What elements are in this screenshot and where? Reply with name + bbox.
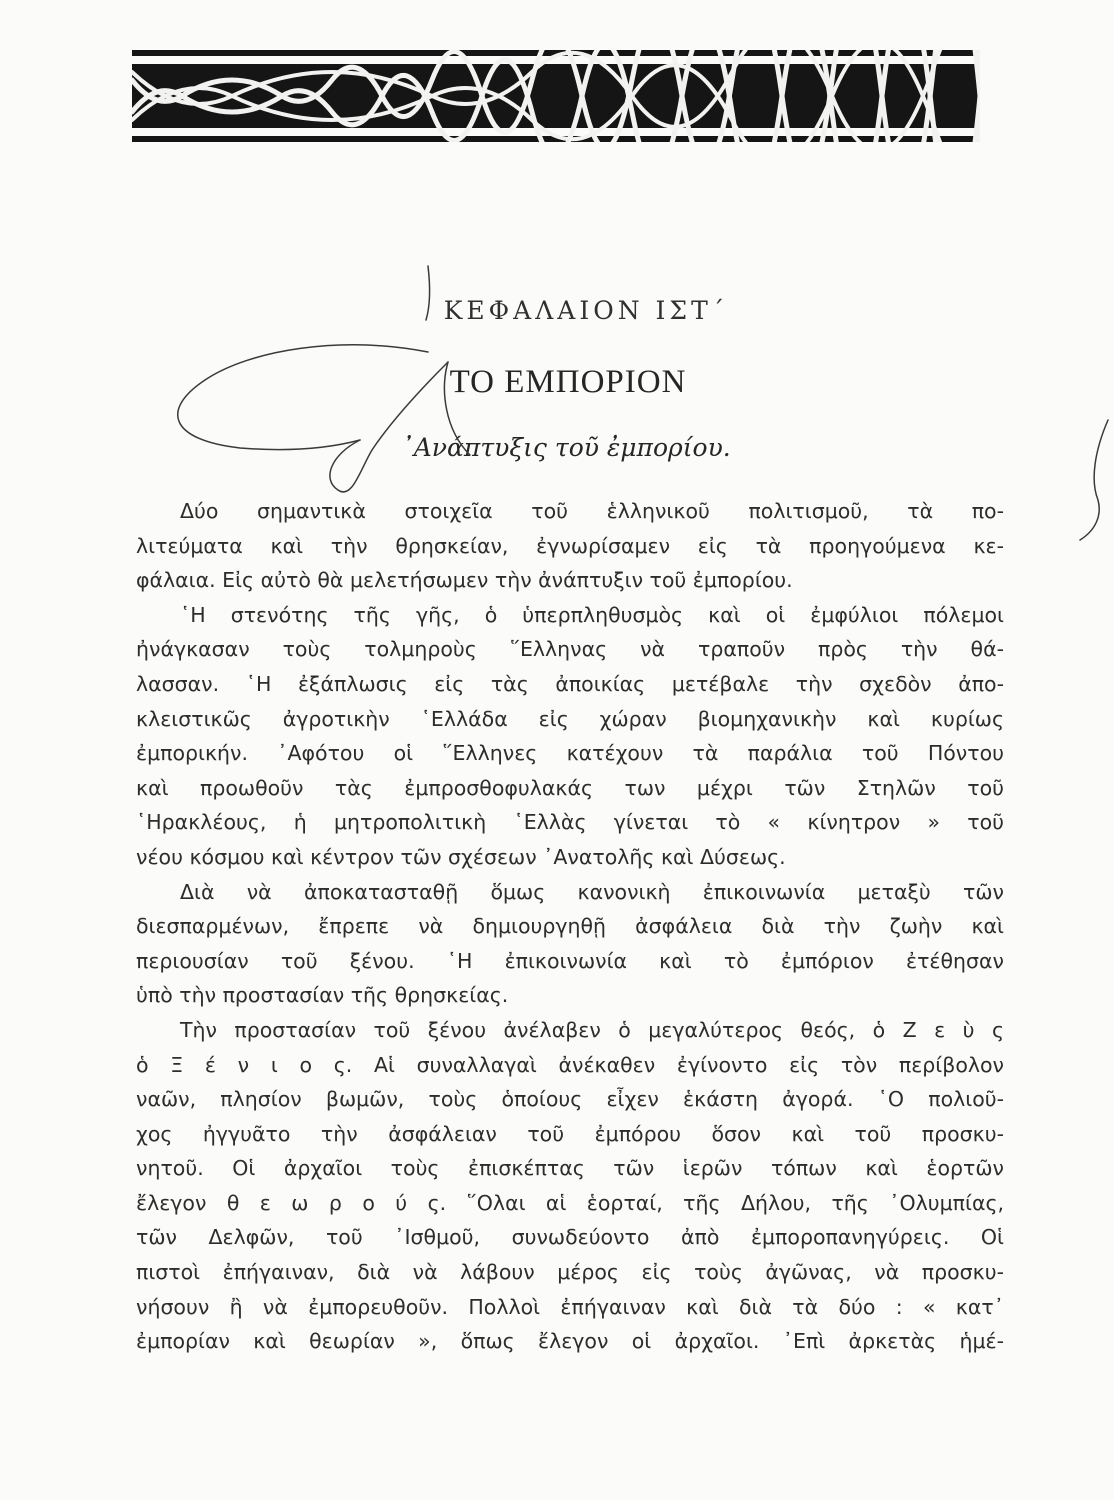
text-line: ὑπὸ τὴν προστασίαν τῆς θρησκείας. [136,983,509,1008]
text-line: χος ἠγγυᾶτο τὴν ἀσφάλειαν τοῦ ἐμπόρου ὅσον καὶ τοῦ προσκυ- [136,1121,1004,1146]
text-line: ὁ Ξ έ ν ι ο ς. Αἱ συναλλαγαὶ ἀνέκαθεν ἐγίνοντο εἰς τὸν περίβολον [136,1052,1004,1077]
text-line: κλειστικῶς ἀγροτικὴν ῾Ελλάδα εἰς χώραν βιομηχανικὴν καὶ κυρίως [136,706,1004,731]
paragraph [136,598,1004,875]
chapter-title: ΤΟ ΕΜΠΟΡΙΟΝ [449,364,687,400]
text-line: ἔλεγον θ ε ω ρ ο ύ ς. ῞Ολαι αἱ ἑορταί, τῆς Δήλου, τῆς ᾿Ολυμπίας, [136,1190,1004,1215]
text-line: περιουσίαν τοῦ ξένου. ῾Η ἐπικοινωνία καὶ τὸ ἐμπόριον ἐτέθησαν [136,948,1004,973]
text-line: πιστοὶ ἐπήγαιναν, διὰ νὰ λάβουν μέρος εἰς τοὺς ἀγῶνας, νὰ προσκυ- [136,1260,1004,1285]
text-line: Διὰ νὰ ἀποκατασταθῇ ὅμως κανονικὴ ἐπικοινωνία μεταξὺ τῶν [180,879,1004,904]
text-line: διεσπαρμένων, ἔπρεπε νὰ δημιουργηθῇ ἀσφάλεια διὰ τὴν ζωὴν καὶ [136,914,1004,939]
text-line: λασσαν. ῾Η ἐξάπλωσις εἰς τὰς ἀποικίας μετέβαλε τὴν σχεδὸν ἀπο- [136,671,1004,696]
text-line: νητοῦ. Οἱ ἀρχαῖοι τοὺς ἐπισκέπτας τῶν ἱερῶν τόπων καὶ ἑορτῶν [136,1156,1004,1181]
paragraph [136,875,1004,1013]
paragraph [136,1013,1004,1359]
text-line: φάλαια. Εἰς αὐτὸ θὰ μελετήσωμεν τὴν ἀνάπτυξιν τοῦ ἐμπορίου. [136,568,793,593]
text-line: λιτεύματα καὶ τὴν θρησκείαν, ἐγνωρίσαμεν εἰς τὰ προηγούμενα κε- [136,533,1004,558]
text-line: Τὴν προστασίαν τοῦ ξένου ἀνέλαβεν ὁ μεγαλύτερος θεός, ὁ Ζ ε ὺ ς [180,1017,1004,1042]
text-line: Δύο σημαντικὰ στοιχεῖα τοῦ ἑλληνικοῦ πολιτισμοῦ, τὰ πο- [180,499,1004,523]
decorative-braid-border [132,50,980,142]
text-line: καὶ προωθοῦν τὰς ἐμπροσθοφυλακάς των μέχρι τῶν Στηλῶν τοῦ [136,775,1004,800]
text-line: νήσουν ἢ νὰ ἐμπορευθοῦν. Πολλοὶ ἐπήγαιναν καὶ διὰ τὰ δύο : « κατ᾿ [136,1294,1004,1319]
text-line: ῾Ηρακλέους, ἡ μητροπολιτικὴ ῾Ελλὰς γίνεται τὸ « κίνητρον » τοῦ [136,810,1004,835]
body-text [136,494,1004,1359]
paragraph [136,494,1004,598]
text-line: ναῶν, πλησίον βωμῶν, τοὺς ὁποίους εἶχεν ἑκάστη ἀγορά. ῾Ο πολιοῦ- [136,1087,1004,1112]
text-line: ἐμπορίαν καὶ θεωρίαν », ὅπως ἔλεγον οἱ ἀρχαῖοι. ᾿Επὶ ἀρκετὰς ἡμέ- [136,1329,1004,1354]
text-line: νέου κόσμου καὶ κέντρον τῶν σχέσεων ᾿Ανατολῆς καὶ Δύσεως. [136,844,786,869]
text-line: ἐμπορικήν. ᾿Αφότου οἱ ῞Ελληνες κατέχουν τὰ παράλια τοῦ Πόντου [136,741,1004,766]
text-line: τῶν Δελφῶν, τοῦ ᾿Ισθμοῦ, συνωδεύοντο ἀπὸ ἐμποροπανηγύρεις. Οἱ [136,1225,1004,1250]
section-heading: ᾿Ανάπτυξις τοῦ ἐμπορίου. [401,433,731,462]
text-line: ἠνάγκασαν τοὺς τολμηροὺς ῞Ελληνας νὰ τραποῦν πρὸς τὴν θά- [136,637,1004,662]
text-line: ῾Η στενότης τῆς γῆς, ὁ ὑπερπληθυσμὸς καὶ οἱ ἐμφύλιοι πόλεμοι [180,602,1004,627]
chapter-number: ΚΕΦΑΛΑΙΟΝ ΙΣΤ΄ [443,296,729,325]
